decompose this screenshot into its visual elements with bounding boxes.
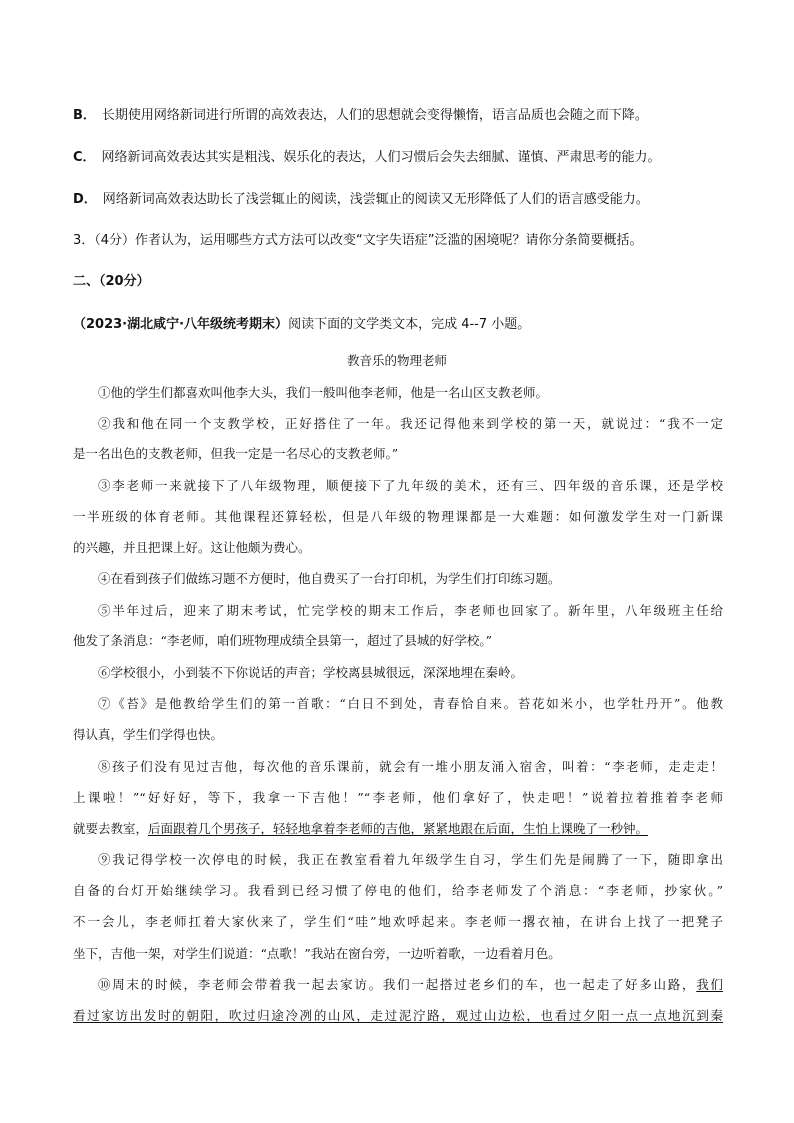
option-b [73, 107, 723, 125]
paragraph-1: ①他的学生们都喜欢叫他李大头，我们一般叫他李老师，他是一名山区支教老师。 [98, 385, 549, 400]
paragraph-9-line-2: 自备的台灯开始继续学习。我看到已经习惯了停电的他们，给李老师发了个消息：“李老师，抄家伙。” [73, 883, 723, 898]
option-d-text: 网络新词高效表达助长了浅尝辄止的阅读，浅尝辄止的阅读又无形降低了人们的语言感受能力。 [102, 192, 649, 207]
paragraph-6: ⑥学校很小，小到装不下你说话的声音；学校离县城很远，深深地埋在秦岭。 [98, 665, 524, 680]
paragraph-8-line-3 [73, 820, 723, 838]
paragraph-3-line-2: 一半班级的体育老师。其他课程还算轻松，但是八年级的物理课都是一大难题：如何激发学生对一门新课 [73, 509, 723, 524]
paragraph-9-line-3: 不一会儿，李老师扛着大家伙来了，学生们“哇”地欢呼起来。李老师一撂衣袖，在讲台上找了一把凳子 [73, 914, 723, 929]
question-3: 3．（4分）作者认为，运用哪些方式方法可以改变“文字失语症”泛滥的困境呢？请你分条简要概括。 [73, 233, 643, 248]
paragraph-10-line-1-start: ⑩周末的时候，李老师会带着我一起去家访。我们一起搭过老乡们的车，也一起走了好多山路， [98, 977, 697, 992]
paragraph-7-line-2: 得认真，学生们学得也快。 [73, 727, 224, 742]
paragraph-9-line-4: 坐下，吉他一架，对学生们说道：“点歌！”我站在窗台旁，一边听着歌，一边看着月色。 [73, 946, 561, 961]
paragraph-5-line-1: ⑤半年过后，迎来了期末考试，忙完学校的期末工作后，李老师也回家了。新年里，八年级班主任给 [98, 603, 723, 618]
underlined-phrase-10-start: 我们 [696, 977, 723, 992]
paragraph-3-line-1: ③李老师一来就接下了八年级物理，顺便接下了九年级的美术，还有三、四年级的音乐课，还是学校 [98, 478, 723, 493]
article-title: 教音乐的物理老师 [346, 353, 447, 368]
paragraph-5-line-2: 他发了条消息：“李老师，咱们班物理成绩全县第一，超过了县城的好学校。” [73, 633, 493, 648]
underlined-sentence-8: 后面跟着几个男孩子，轻轻地拿着李老师的吉他，紧紧地跟在后面，生怕上课晚了一秒钟。 [148, 821, 649, 836]
option-d [73, 191, 723, 209]
underlined-sentence-10: 看过家访出发时的朝阳，吹过归途冷冽的山风，走过泥泞路，观过山边松，也看过夕阳一点一点地沉到秦 [73, 1008, 723, 1023]
paragraph-3-line-3: 的兴趣，并且把课上好。这让他颇为费心。 [73, 540, 311, 555]
paragraph-8-line-2: 上课啦！”“好好好，等下，我拿一下吉他！”“李老师，他们拿好了，快走吧！”说着拉着推着李老师 [73, 790, 723, 805]
paragraph-2-line-1: ②我和他在同一个支教学校，正好搭住了一年。我还记得他来到学校的第一天，就说过：“我不一定 [98, 416, 723, 431]
paragraph-7-line-1: ⑦《苔》是他教给学生们的第一首歌：“白日不到处，青春恰自来。苔花如米小，也学牡丹开”。他教 [98, 696, 723, 711]
reading-instruction: 阅读下面的文学类文本，完成 4--7 小题。 [288, 317, 531, 332]
reading-intro [73, 316, 723, 334]
option-c-letter: C． [73, 150, 96, 165]
option-b-text: 长期使用网络新词进行所谓的高效表达，人们的思想就会变得懒惰，语言品质也会随之而下降。 [101, 108, 648, 123]
paragraph-8-line-1: ⑧孩子们没有见过吉他，每次他的音乐课前，就会有一堆小朋友涌入宿舍，叫着：“李老师，走走走！ [98, 759, 723, 774]
paragraph-2-line-2: 是一名出色的支教老师，但我一定是一名尽心的支教老师。” [73, 446, 399, 461]
paragraph-8-line-3-start: 就要去教室， [73, 821, 149, 836]
reading-source: （2023·湖北咸宁·八年级统考期末） [73, 317, 289, 332]
paragraph-10-line-1 [98, 976, 723, 994]
option-c-text: 网络新词高效表达其实是粗浅、娱乐化的表达，人们习惯后会失去细腻、谨慎、严肃思考的能力。 [101, 150, 661, 165]
option-d-letter: D． [73, 192, 97, 207]
paragraph-9-line-1: ⑨我记得学校一次停电的时候，我正在教室看着九年级学生自习，学生们先是闹腾了一下，随即拿出 [98, 852, 723, 867]
option-c [73, 149, 723, 167]
option-b-letter: B． [73, 108, 96, 123]
section-2-heading: 二、（20分） [73, 274, 150, 289]
paragraph-4: ④在看到孩子们做练习题不方便时，他自费买了一台打印机，为学生们打印练习题。 [98, 571, 561, 586]
